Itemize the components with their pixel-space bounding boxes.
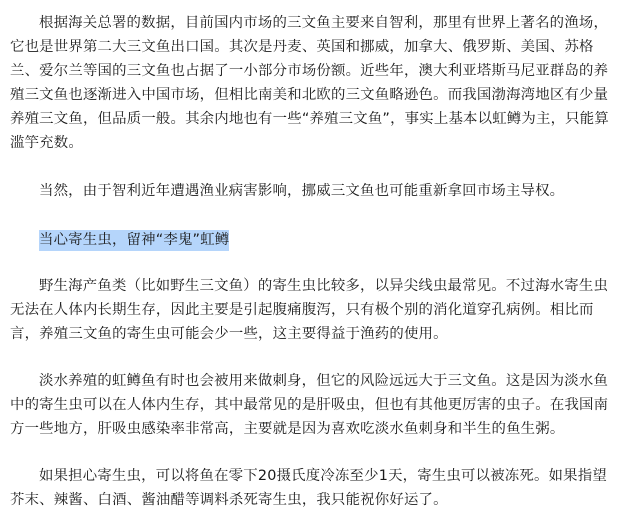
article-body xyxy=(10,0,615,512)
paragraph-freshwater-trout: 淡水养殖的虹鳟鱼有时也会被用来做刺身，但它的风险远远大于三文鱼。这是因为淡水鱼中的寄生虫可以在人体内生存，其中最常见的是肝吸虫，但也有其他更厉害的虫子。在我国南方一些地方，肝吸虫感染率非常高，主要就是因为喜欢吃淡水鱼刺身和半生的鱼生粥。 xyxy=(10,373,609,437)
paragraph-salmon-sources: 根据海关总署的数据，目前国内市场的三文鱼主要来自智利，那里有世界上著名的渔场，它也是世界第二大三文鱼出口国。其次是丹麦、英国和挪威，加拿大、俄罗斯、美国、苏格兰、爱尔兰等国的三文鱼也占据了一小部分市场份额。近些年，澳大利亚塔斯马尼亚群岛的养殖三文鱼也逐渐进入中国市场，但相比南美和北欧的三文鱼略逊色。而我国渤海湾地区有少量养殖三文鱼，但品质一般。其余内地也有一些“养殖三文鱼”，事实上基本以虹鳟为主，只能算滥竽充数。 xyxy=(10,15,609,151)
section-heading-paragraph xyxy=(10,228,615,252)
highlighted-heading[interactable]: 当心寄生虫，留神“李鬼”虹鳟 xyxy=(39,230,229,251)
paragraph-wild-parasites: 野生海产鱼类（比如野生三文鱼）的寄生虫比较多，以异尖线虫最常见。不过海水寄生虫无法在人体内长期生存，因此主要是引起腹痛腹泻，只有极个别的消化道穿孔病例。相比而言，养殖三文鱼的寄生虫可能会少一些，这主要得益于渔药的使用。 xyxy=(10,278,609,342)
paragraph-freezing-advice: 如果担心寄生虫，可以将鱼在零下20摄氏度冷冻至少1天，寄生虫可以被冻死。如果指望芥末、辣酱、白酒、酱油醋等调料杀死寄生虫，我只能祝你好运了。 xyxy=(10,468,607,508)
paragraph-norway-market: 当然，由于智利近年遭遇渔业病害影响，挪威三文鱼也可能重新拿回市场主导权。 xyxy=(39,183,565,199)
